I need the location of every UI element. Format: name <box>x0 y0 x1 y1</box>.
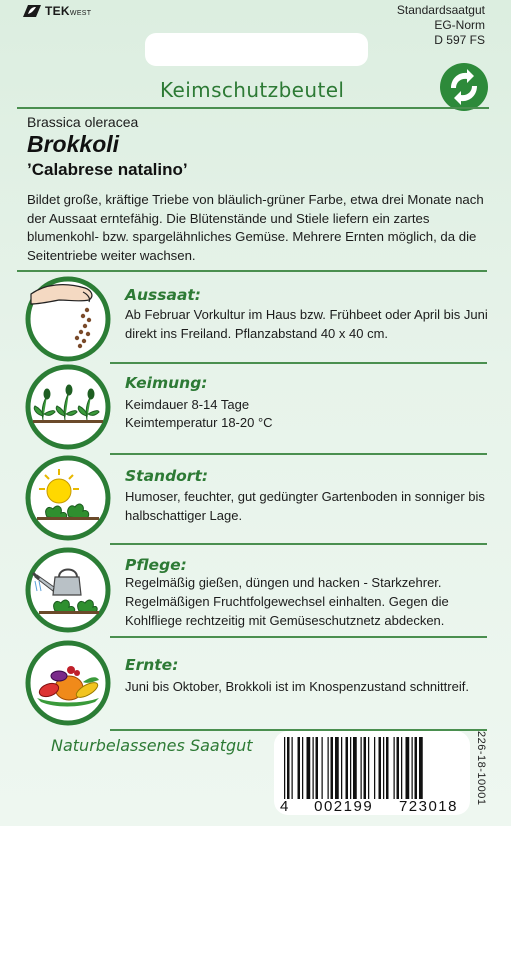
standard-info <box>397 3 485 48</box>
divider <box>110 362 487 364</box>
step-text-pflege: Regelmäßig gießen, düngen und hacken - Starkzehrer. Regelmäßigen Fruchtfolgewechsel einhalten. Gegen die Kohlfliege rechtzeitig mit Gemüseschutznetz abdecken. <box>125 575 449 628</box>
barcode-bar <box>412 737 413 799</box>
barcode-bar <box>401 737 402 799</box>
barcode-bar <box>307 737 311 799</box>
barcode-bar <box>322 737 323 799</box>
barcode-bar <box>353 737 357 799</box>
step-text-ernte: Juni bis Oktober, Brokkoli ist im Knospenzustand schnittreif. <box>125 679 469 694</box>
barcode-group-2: 723018 <box>398 798 458 815</box>
barcode-bar <box>364 737 367 799</box>
standard-line1: Standardsaatgut <box>396 3 485 17</box>
step-title-aussaat: Aussaat: <box>125 286 202 304</box>
barcode-bar <box>346 737 349 799</box>
footer-tagline: Naturbelassenes Saatgut <box>51 736 253 755</box>
barcode-group-1: 002199 <box>314 798 374 815</box>
barcode-bar <box>335 737 339 799</box>
barcode-bar <box>292 737 293 799</box>
barcode-bar <box>331 737 334 799</box>
divider-top <box>17 107 489 109</box>
brand-sub: WEST <box>69 10 92 17</box>
divider <box>110 636 487 638</box>
barcode-bar <box>350 737 351 799</box>
divider <box>110 543 487 545</box>
barcode-bar <box>298 737 301 799</box>
step-text-keimung-2: Keimtemperatur 18-20 °C <box>125 415 273 430</box>
section-title: Keimschutzbeutel <box>160 78 345 102</box>
barcode-bar <box>415 737 418 799</box>
barcode-bar <box>316 737 319 799</box>
watering-can-icon <box>25 547 111 633</box>
botanical-name: Brassica oleracea <box>27 114 139 130</box>
step-title-standort: Standort: <box>125 467 209 485</box>
barcode-bar <box>394 737 395 799</box>
step-text-standort: Humoser, feuchter, gut gedüngter Gartenboden in sonniger bis halbschattiger Lage. <box>125 489 485 523</box>
barcode-digit-first: 4 <box>280 798 289 815</box>
harvest-vegetables-icon <box>25 640 111 726</box>
standard-line3: D 597 FS <box>434 33 485 47</box>
barcode-bar <box>386 737 389 799</box>
barcode-bar <box>368 737 369 799</box>
barcode-bars <box>274 737 470 807</box>
seedlings-icon <box>25 364 111 450</box>
side-code: 226-18-10001 <box>475 731 487 806</box>
step-title-keimung: Keimung: <box>125 374 208 392</box>
barcode-digits <box>280 798 458 815</box>
barcode-bar <box>341 737 342 799</box>
barcode-bar <box>302 737 303 799</box>
variety-name: ’Calabrese natalino’ <box>27 160 188 179</box>
divider <box>110 453 487 455</box>
barcode-bar <box>406 737 410 799</box>
barcode-bar <box>419 737 423 799</box>
divider <box>17 270 487 272</box>
step-text-keimung-1: Keimdauer 8-14 Tage <box>125 397 250 412</box>
barcode-bar <box>284 737 285 799</box>
barcode-bar <box>397 737 400 799</box>
barcode-bar <box>374 737 375 799</box>
barcode-bar <box>328 737 329 799</box>
step-text-aussaat: Ab Februar Vorkultur im Haus bzw. Frühbeet oder April bis Juni direkt ins Freiland. Pflanzabstand 40 x 40 cm. <box>125 307 488 341</box>
leaf-logo-icon <box>22 4 42 18</box>
barcode-bar <box>287 737 290 799</box>
sowing-hand-icon <box>25 276 111 362</box>
green-dot-recycle-icon <box>439 62 489 112</box>
description: Bildet große, kräftige Triebe von bläulich-grüner Farbe, etwa drei Monate nach der Aussaat erntefähig. Die Blütenstände und Stiele liefern ein zartes blumenkohl- bzw. spargelähnliches Gemüse. Mehrere Ernten möglich, da die Seitentriebe weiter wachsen. <box>27 192 484 263</box>
step-title-ernte: Ernte: <box>125 656 179 674</box>
standard-line2: EG-Norm <box>434 18 485 32</box>
barcode-bar <box>383 737 384 799</box>
barcode-bar <box>361 737 362 799</box>
blank-label-field <box>145 33 368 66</box>
brand-name: TEK <box>45 4 70 18</box>
step-title-pflege: Pflege: <box>125 556 187 574</box>
barcode-bar <box>379 737 382 799</box>
sun-plants-icon <box>25 455 111 541</box>
brand-logo <box>22 4 91 18</box>
plant-name: Brokkoli <box>27 131 120 157</box>
barcode-bar <box>313 737 314 799</box>
